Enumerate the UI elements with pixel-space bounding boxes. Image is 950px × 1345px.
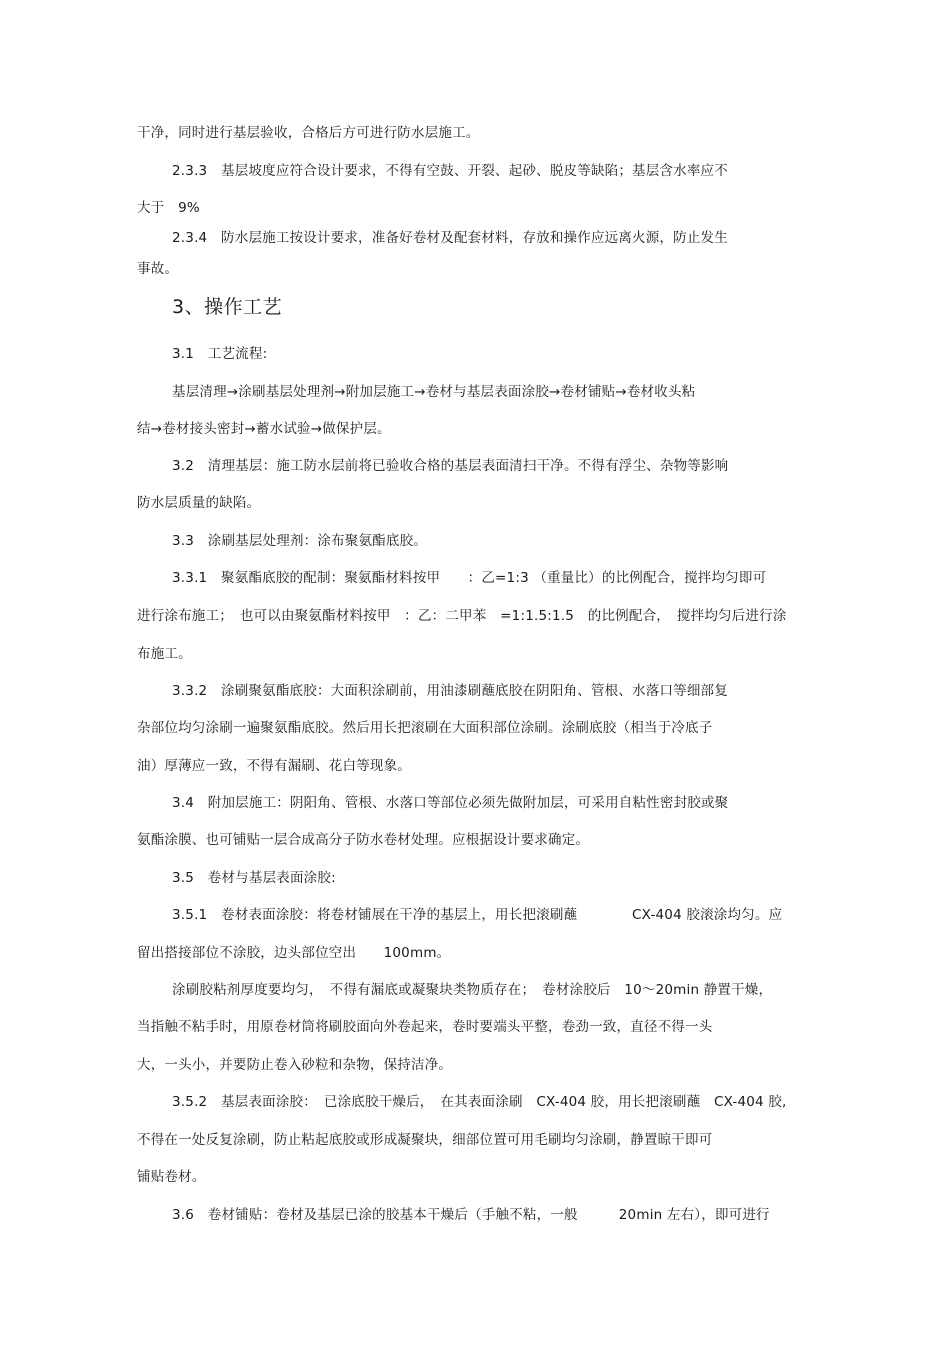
text-line: 2.3.4 防水层施工按设计要求，准备好卷材及配套材料，存放和操作应远离火源，防止发生: [172, 230, 728, 246]
text-line: 2.3.3 基层坡度应符合设计要求，不得有空鼓、开裂、起砂、脱皮等缺陷；基层含水率应不: [172, 163, 728, 179]
text-line: 3.3 涂刷基层处理剂：涂布聚氨酯底胶。: [172, 533, 427, 549]
text-line: 干净，同时进行基层验收，合格后方可进行防水层施工。: [137, 125, 480, 141]
text-line: 事故。: [137, 261, 179, 277]
text-line: 氨酯涂膜、也可铺贴一层合成高分子防水卷材处理。应根据设计要求确定。: [137, 832, 590, 848]
text-line: 大，一头小，并要防止卷入砂粒和杂物，保持洁净。: [137, 1057, 453, 1073]
text-line: 涂刷胶粘剂厚度要均匀， 不得有漏底或凝聚块类物质存在； 卷材涂胶后 10～20min 静置干燥，: [172, 982, 773, 998]
text-line: 结→卷材接头密封→蓄水试验→做保护层。: [137, 421, 391, 437]
text-line: 3.3.1 聚氨酯底胶的配制：聚氨酯材料按甲 ：乙=1:3 （重量比）的比例配合，搅拌均匀即可: [172, 570, 767, 586]
text-line: 大于 9%: [137, 200, 200, 216]
text-line: 油）厚薄应一致，不得有漏刷、花白等现象。: [137, 758, 411, 774]
text-line: 当指触不粘手时，用原卷材筒将刷胶面向外卷起来，卷时要端头平整，卷劲一致，直径不得一头: [137, 1019, 713, 1035]
text-line: 3.5 卷材与基层表面涂胶:: [172, 870, 336, 886]
text-line: 防水层质量的缺陷。: [137, 495, 261, 511]
text-line: 3.4 附加层施工：阴阳角、管根、水落口等部位必须先做附加层，可采用自粘性密封胶或聚: [172, 795, 729, 811]
text-line: 铺贴卷材。: [137, 1169, 206, 1185]
text-line: 留出搭接部位不涂胶，边头部位空出 100mm。: [137, 945, 451, 961]
section-heading: 3、操作工艺: [172, 296, 283, 318]
text-line: 3.1 工艺流程:: [172, 346, 268, 362]
text-line: 3.5.1 卷材表面涂胶：将卷材铺展在干净的基层上，用长把滚刷蘸 CX-404 胶滚涂均匀。应: [172, 907, 783, 923]
text-line: 3.2 清理基层：施工防水层前将已验收合格的基层表面清扫干净。不得有浮尘、杂物等影响: [172, 458, 729, 474]
text-line: 不得在一处反复涂刷，防止粘起底胶或形成凝聚块，细部位置可用毛刷均匀涂刷，静置晾干即可: [137, 1132, 713, 1148]
text-line: 杂部位均匀涂刷一遍聚氨酯底胶。然后用长把滚刷在大面积部位涂刷。涂刷底胶（相当于冷底子: [137, 720, 713, 736]
text-line: 3.5.2 基层表面涂胶： 已涂底胶干燥后， 在其表面涂刷 CX-404 胶，用长把滚刷蘸 CX-404 胶,: [172, 1094, 787, 1110]
text-line: 3.6 卷材铺贴：卷材及基层已涂的胶基本干燥后（手触不粘，一般 20min 左右），即可进行: [172, 1207, 770, 1223]
text-line: 3.3.2 涂刷聚氨酯底胶：大面积涂刷前，用油漆刷蘸底胶在阴阳角、管根、水落口等细部复: [172, 683, 728, 699]
text-line: 进行涂布施工； 也可以由聚氨酯材料按甲 ：乙：二甲苯 =1:1.5:1.5 的比例配合， 搅拌均匀后进行涂: [137, 608, 787, 624]
text-line: 布施工。: [137, 646, 192, 662]
text-line: 基层清理→涂刷基层处理剂→附加层施工→卷材与基层表面涂胶→卷材铺贴→卷材收头粘: [172, 384, 696, 400]
